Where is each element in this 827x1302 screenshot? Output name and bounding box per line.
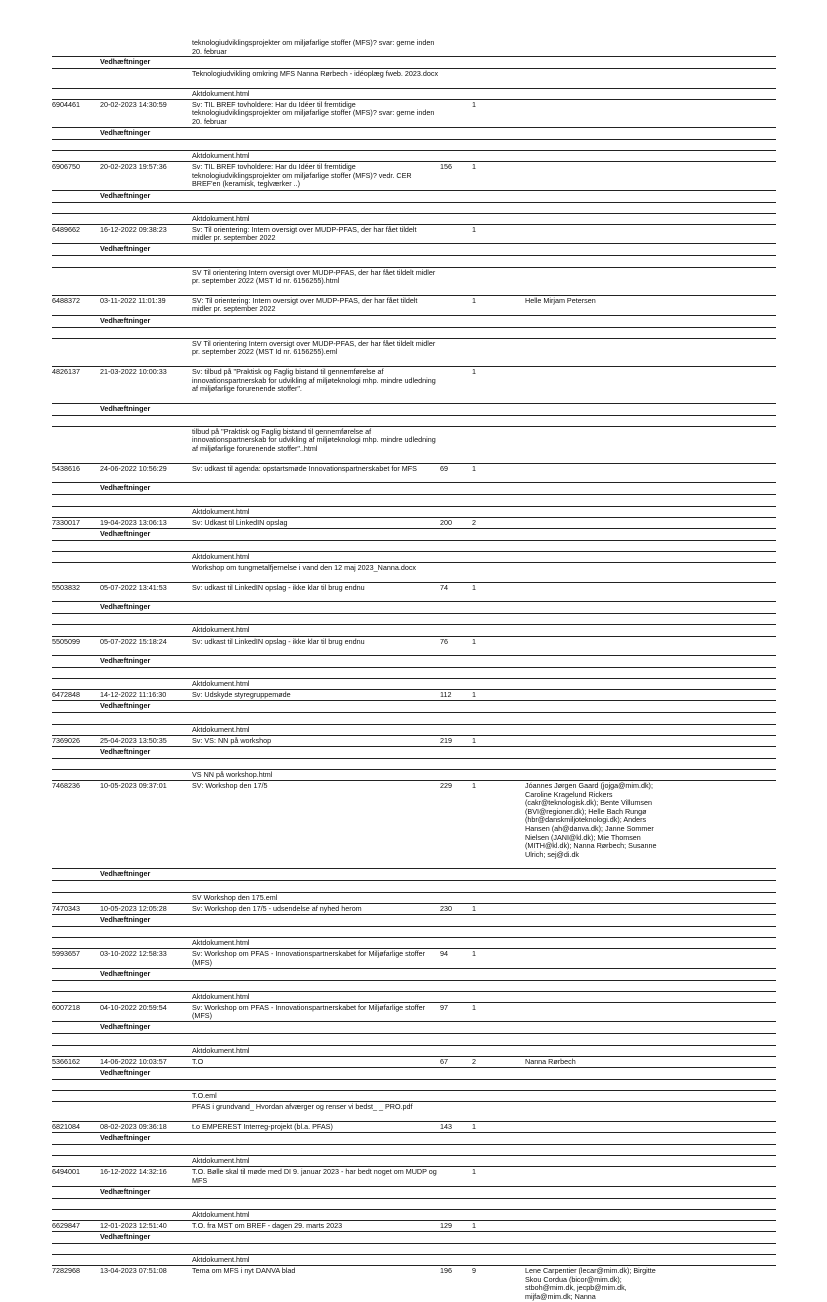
record-attachment-count: 1 — [472, 636, 476, 646]
attachment-row — [52, 1209, 776, 1220]
attachments-label: Vedhæftninger — [100, 315, 151, 325]
record-count: 219 — [440, 735, 452, 745]
record-id: 6489662 — [52, 224, 80, 234]
record-count: 196 — [440, 1266, 452, 1276]
attachments-label: Vedhæftninger — [100, 602, 151, 612]
record-row — [52, 735, 776, 746]
attachment-row — [52, 494, 776, 505]
attachment-row — [52, 1144, 776, 1155]
attachments-label: Vedhæftninger — [100, 190, 151, 200]
record-subject: T.O. Bølle skal til møde med DI 9. januar 2023 - har bedt noget om MUDP og MFS — [192, 1166, 437, 1185]
attachments-label: Vedhæftninger — [100, 1022, 151, 1032]
attachments-label: Vedhæftninger — [100, 701, 151, 711]
record-subject: Sv: Workshop om PFAS - Innovationspartnerskabet for Miljøfarlige stoffer (MFS) — [192, 1002, 426, 1021]
record-subject: SV: Workshop den 17/5 — [192, 780, 268, 790]
record-row — [52, 780, 776, 869]
document-table — [52, 39, 776, 1302]
record-subject: Sv: udkast til agenda: opstartsmøde Innovationspartnerskabet for MFS — [192, 463, 417, 473]
record-date: 24-06-2022 10:56:29 — [100, 463, 167, 473]
records — [52, 99, 776, 1302]
record-attachment-count: 1 — [472, 463, 476, 473]
attachments-header — [52, 1186, 776, 1198]
record-subject: Sv: Til orientering: Intern oversigt over MUDP-PFAS, der har fået tildelt midler pr. september 2022 — [192, 224, 417, 243]
attachments-header — [52, 1132, 776, 1144]
attachment-name: Aktdokument.html — [192, 1045, 250, 1055]
attachments-header — [52, 1021, 776, 1033]
attachment-row — [52, 1198, 776, 1209]
record-subject: t.o EMPEREST Interreg-projekt (bl.a. PFAS) — [192, 1121, 333, 1131]
record-subject: Sv: Udkast til LinkedIN opslag — [192, 517, 288, 527]
attachment-row — [52, 267, 776, 295]
attachment-row — [52, 1079, 776, 1090]
record-id: 7369026 — [52, 735, 80, 745]
record-date: 14-12-2022 11:16:30 — [100, 690, 167, 700]
record-attachment-count: 1 — [472, 295, 476, 305]
attachments-header — [52, 190, 776, 202]
record-row — [52, 161, 776, 189]
record-date: 25-04-2023 13:50:35 — [100, 735, 167, 745]
record-row — [52, 582, 776, 602]
attachment-row — [52, 667, 776, 678]
attachments-header — [52, 1231, 776, 1243]
attachments-header — [52, 127, 776, 139]
leading-row — [52, 39, 776, 56]
record-id: 6007218 — [52, 1002, 80, 1012]
record-date: 13-04-2023 07:51:08 — [100, 1266, 167, 1276]
attachment-row — [52, 937, 776, 948]
attachment-row — [52, 758, 776, 769]
attachment-row — [52, 892, 776, 903]
attachment-row — [52, 880, 776, 891]
attachment-name: Aktdokument.html — [192, 991, 250, 1001]
attachment-row — [52, 551, 776, 562]
record-date: 04-10-2022 20:59:54 — [100, 1002, 167, 1012]
record-row — [52, 1220, 776, 1231]
record-recipients: Jóannes Jørgen Gaard (jojga@mim.dk); Caroline Kragelund Rickers (cakr@teknologisk.dk); Bente Villumsen (BVI@regioner.dk); Helle Bach Rungø (hbr@danskmiljoteknologi.dk); Anders Hansen (ah@danva.dk); Janne Sommer Nielsen (JANI@kl.dk); Mie Thomsen (MITH@kl.dk); Nanna Rørbech; Susanne Ulrich; sej@di.dk — [525, 780, 657, 859]
record-date: 05-07-2022 13:41:53 — [100, 582, 167, 592]
record-date: 19-04-2023 13:06:13 — [100, 517, 167, 527]
record-recipients: Nanna Rørbech — [525, 1056, 576, 1066]
attachments-label: Vedhæftninger — [100, 914, 151, 924]
attachments-header — [52, 700, 776, 712]
record-row — [52, 636, 776, 656]
record-row — [52, 689, 776, 700]
record-attachment-count: 1 — [472, 1166, 476, 1176]
record-count: 67 — [440, 1056, 448, 1066]
attachment-row — [52, 255, 776, 266]
attachments-header — [52, 482, 776, 494]
attachments-header — [52, 914, 776, 926]
attachment-name: Aktdokument.html — [192, 625, 250, 635]
attachments-header — [52, 968, 776, 980]
attachment-row — [52, 327, 776, 338]
attachment-row — [52, 562, 776, 582]
attachment-name: Aktdokument.html — [192, 1209, 250, 1219]
attachment-name: Aktdokument.html — [192, 679, 250, 689]
leading-subject: teknologiudviklingsprojekter om miljøfarlige stoffer (MFS)? svar: gerne inden 20. februar — [192, 38, 435, 56]
record-subject: Sv: VS: NN på workshop — [192, 735, 272, 745]
attachment-name: Aktdokument.html — [192, 506, 250, 516]
attachments-label: Vedhæftninger — [100, 869, 151, 879]
record-attachment-count: 1 — [472, 690, 476, 700]
attachments-header — [52, 746, 776, 758]
attachments-header — [52, 403, 776, 415]
attachment-row — [52, 991, 776, 1002]
record-id: 6906750 — [52, 162, 80, 172]
record-id: 5505099 — [52, 636, 80, 646]
record-count: 200 — [440, 517, 452, 527]
attachments-label: Vedhæftninger — [100, 244, 151, 254]
attachment-name: Workshop om tungmetalfjernelse i vand den 12 maj 2023_Nanna.docx — [192, 562, 417, 572]
record-date: 16-12-2022 09:38:23 — [100, 224, 167, 234]
record-recipients: Lene Carpentier (lecar@mim.dk); Birgitte Skou Cordua (bicor@mim.dk); stboh@mim.dk, jecpb@mim.dk, mijfa@mim.dk; Nanna — [525, 1266, 656, 1301]
attachments-header — [52, 56, 776, 68]
attachments-header — [52, 1067, 776, 1079]
record-subject: Sv: Udskyde styregruppemøde — [192, 690, 291, 700]
attachment-row — [52, 68, 776, 88]
record-id: 6629847 — [52, 1220, 80, 1230]
attachments-label: Vedhæftninger — [100, 746, 151, 756]
attachment-name: PFAS i grundvand_ Hvordan afværger og renser vi bedst_ _ PRO.pdf — [192, 1101, 413, 1111]
record-id: 6494001 — [52, 1166, 80, 1176]
record-id: 5438616 — [52, 463, 80, 473]
record-subject: SV: Til orientering: Intern oversigt over MUDP-PFAS, der har fået tildelt midler pr. september 2022 — [192, 295, 418, 314]
record-id: 7330017 — [52, 517, 80, 527]
record-row — [52, 1265, 776, 1302]
record-row — [52, 1056, 776, 1067]
record-date: 14-06-2022 10:03:57 — [100, 1056, 167, 1066]
record-id: 7470343 — [52, 903, 80, 913]
attachment-row — [52, 88, 776, 99]
attachment-row — [52, 506, 776, 517]
attachment-name: Aktdokument.html — [192, 1254, 250, 1264]
record-date: 10-05-2023 09:37:01 — [100, 780, 167, 790]
attachment-name: Aktdokument.html — [192, 724, 250, 734]
attachment-row — [52, 1155, 776, 1166]
attachment-name: Aktdokument.html — [192, 1155, 250, 1165]
record-count: 143 — [440, 1121, 452, 1131]
attachments-label: Vedhæftninger — [100, 1231, 151, 1241]
record-attachment-count: 1 — [472, 366, 476, 376]
attachment-name: Teknologiudvikling omkring MFS Nanna Rørbech - idéoplæg fweb. 2023.docx — [192, 69, 439, 78]
record-row — [52, 99, 776, 127]
record-id: 6904461 — [52, 99, 80, 109]
record-id: 6821084 — [52, 1121, 80, 1131]
record-date: 03-10-2022 12:58:33 — [100, 948, 167, 958]
attachment-row — [52, 712, 776, 723]
record-attachment-count: 2 — [472, 517, 476, 527]
record-subject: T.O. fra MST om BREF - dagen 29. marts 2023 — [192, 1220, 343, 1230]
attachment-name: Aktdokument.html — [192, 937, 250, 947]
record-date: 08-02-2023 09:36:18 — [100, 1121, 167, 1131]
record-subject: Sv: TIL BREF tovholdere: Har du Idéer til fremtidige teknologiudviklingsprojekter om miljøfarlige stoffer (MFS)? svar: gerne inden 20. februar — [192, 99, 435, 126]
attachment-row — [52, 769, 776, 780]
record-row — [52, 224, 776, 244]
attachment-row — [52, 1090, 776, 1101]
attachment-name: tilbud på "Praktisk og Faglig bistand til gennemførelse af innovationspartnerskab for udvikling af miljøteknologi mhp. mindre udledning af miljøfarlige forurenende stoffer"..html — [192, 426, 436, 454]
attachment-row — [52, 415, 776, 426]
record-count: 156 — [440, 162, 452, 172]
attachment-row — [52, 980, 776, 991]
record-recipients: Helle Mirjam Petersen — [525, 295, 596, 305]
attachment-row — [52, 202, 776, 213]
attachment-name: Aktdokument.html — [192, 151, 250, 161]
record-attachment-count: 1 — [472, 1002, 476, 1012]
attachments-header — [52, 655, 776, 667]
attachments-header — [52, 868, 776, 880]
record-count: 74 — [440, 582, 448, 592]
record-subject: Sv: tilbud på "Praktisk og Faglig bistand til gennemførelse af innovationspartnerskab for udvikling af miljøteknologi mhp. mindre udledning af miljøfarlige forurenende stoffer". — [192, 366, 436, 394]
record-id: 5993657 — [52, 948, 80, 958]
record-date: 20-02-2023 19:57:36 — [100, 162, 167, 172]
attachment-row — [52, 1254, 776, 1265]
record-count: 229 — [440, 780, 452, 790]
attachment-name: Aktdokument.html — [192, 213, 250, 223]
attachment-row — [52, 678, 776, 689]
attachments-header — [52, 243, 776, 255]
record-date: 03-11-2022 11:01:39 — [100, 295, 166, 305]
record-attachment-count: 1 — [472, 1220, 476, 1230]
record-count: 97 — [440, 1002, 448, 1012]
attachment-row — [52, 426, 776, 463]
attachments-label: Vedhæftninger — [100, 1067, 151, 1077]
record-attachment-count: 1 — [472, 99, 476, 109]
first-attachments — [52, 68, 776, 99]
attachment-row — [52, 926, 776, 937]
attachment-name: SV Til orientering Intern oversigt over MUDP-PFAS, der har fået tildelt midler pr. september 2022 (MST Id nr. 6156255).html — [192, 267, 436, 286]
attachment-row — [52, 724, 776, 735]
record-count: 230 — [440, 903, 452, 913]
attachments-label: Vedhæftninger — [100, 656, 151, 666]
attachment-row — [52, 1045, 776, 1056]
record-attachment-count: 1 — [472, 903, 476, 913]
record-attachment-count: 1 — [472, 948, 476, 958]
record-date: 16-12-2022 14:32:16 — [100, 1166, 167, 1176]
attachments-header — [52, 601, 776, 613]
attachment-row — [52, 624, 776, 635]
record-id: 5503832 — [52, 582, 80, 592]
attachment-name: Aktdokument.html — [192, 88, 250, 98]
record-row — [52, 1121, 776, 1132]
attachment-row — [52, 139, 776, 150]
record-id: 6488372 — [52, 295, 80, 305]
attachments-label: Vedhæftninger — [100, 1132, 151, 1142]
record-count: 112 — [440, 690, 452, 700]
record-row — [52, 295, 776, 315]
record-subject: Sv: udkast til LinkedIN opslag - ikke klar til brug endnu — [192, 636, 365, 646]
record-row — [52, 903, 776, 914]
attachment-row — [52, 1033, 776, 1044]
record-count: 129 — [440, 1220, 452, 1230]
record-subject: Tema om MFS i nyt DANVA blad — [192, 1266, 296, 1276]
attachments-label: Vedhæftninger — [100, 483, 151, 493]
record-row — [52, 366, 776, 403]
record-attachment-count: 1 — [472, 1121, 476, 1131]
attachment-row — [52, 1101, 776, 1121]
record-attachment-count: 1 — [472, 735, 476, 745]
record-id: 4826137 — [52, 366, 80, 376]
record-id: 6472848 — [52, 690, 80, 700]
attachments-label: Vedhæftninger — [100, 57, 151, 66]
record-subject: Sv: TIL BREF tovholdere: Har du Idéer til fremtidige teknologiudviklingsprojekter om miljøfarlige stoffer (MFS)? vedr. CER BREF'en (keramisk, teglværker ..) — [192, 162, 412, 189]
attachment-row — [52, 1243, 776, 1254]
record-id: 7282968 — [52, 1266, 80, 1276]
record-row — [52, 463, 776, 483]
record-date: 20-02-2023 14:30:59 — [100, 99, 167, 109]
record-row — [52, 948, 776, 968]
attachment-row — [52, 338, 776, 366]
attachments-label: Vedhæftninger — [100, 528, 151, 538]
attachment-row — [52, 150, 776, 161]
attachments-label: Vedhæftninger — [100, 403, 151, 413]
record-subject: Sv: Workshop den 17/5 - udsendelse af nyhed herom — [192, 903, 362, 913]
record-count: 69 — [440, 463, 448, 473]
attachment-name: SV Workshop den 175.eml — [192, 892, 278, 902]
record-attachment-count: 1 — [472, 224, 476, 234]
attachments-label: Vedhæftninger — [100, 1186, 151, 1196]
record-date: 12-01-2023 12:51:40 — [100, 1220, 167, 1230]
record-count: 76 — [440, 636, 448, 646]
record-row — [52, 1002, 776, 1022]
attachments-header — [52, 315, 776, 327]
attachment-row — [52, 213, 776, 224]
record-date: 21-03-2022 10:00:33 — [100, 366, 167, 376]
record-count: 94 — [440, 948, 448, 958]
record-attachment-count: 1 — [472, 582, 476, 592]
record-attachment-count: 1 — [472, 162, 476, 172]
record-subject: Sv: udkast til LinkedIN opslag - ikke klar til brug endnu — [192, 582, 365, 592]
attachment-name: SV Til orientering Intern oversigt over MUDP-PFAS, der har fået tildelt midler pr. september 2022 (MST Id nr. 6156255).eml — [192, 338, 436, 357]
attachment-name: T.O.eml — [192, 1090, 217, 1100]
attachment-row — [52, 613, 776, 624]
attachments-header — [52, 528, 776, 540]
attachment-row — [52, 540, 776, 551]
record-attachment-count: 2 — [472, 1056, 476, 1066]
record-id: 7468236 — [52, 780, 80, 790]
attachment-name: Aktdokument.html — [192, 551, 250, 561]
record-date: 10-05-2023 12:05:28 — [100, 903, 167, 913]
record-id: 5366162 — [52, 1056, 80, 1066]
record-subject: Sv: Workshop om PFAS - Innovationspartnerskabet for Miljøfarlige stoffer (MFS) — [192, 948, 426, 967]
record-attachment-count: 9 — [472, 1266, 476, 1276]
record-date: 05-07-2022 15:18:24 — [100, 636, 167, 646]
attachment-name: VS NN på workshop.html — [192, 769, 273, 779]
attachments-label: Vedhæftninger — [100, 968, 151, 978]
record-attachment-count: 1 — [472, 780, 476, 790]
attachments-label: Vedhæftninger — [100, 128, 151, 138]
record-row — [52, 517, 776, 528]
record-subject: T.O — [192, 1056, 204, 1066]
